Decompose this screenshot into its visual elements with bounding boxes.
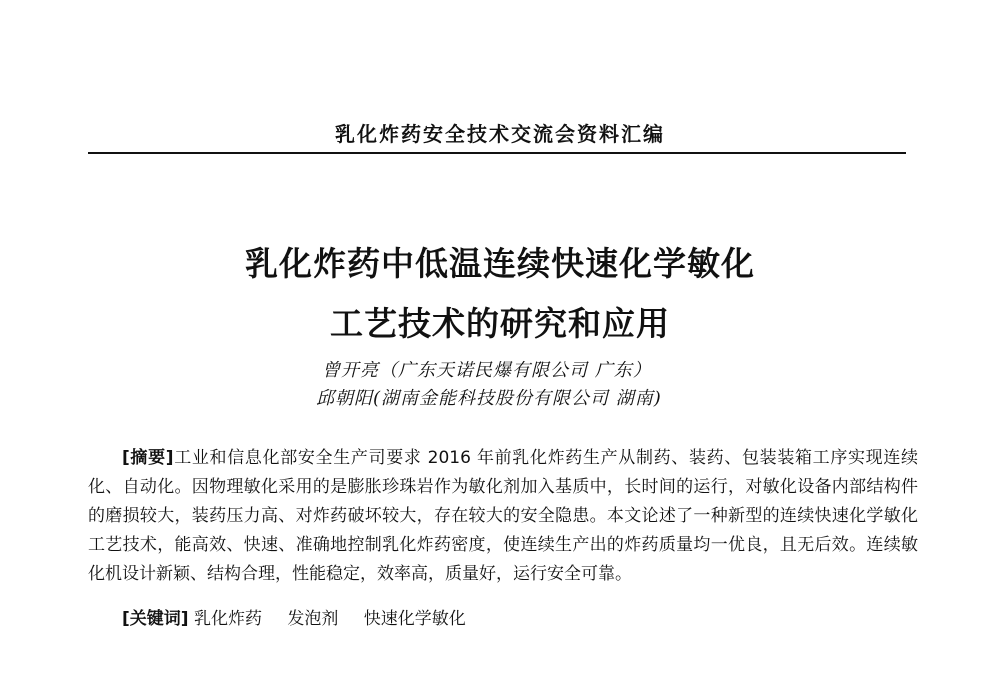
- author-affiliation: (湖南金能科技股份有限公司 湖南): [373, 388, 662, 409]
- abstract: [88, 444, 918, 589]
- abstract-text: 工业和信息化部安全生产司要求 2016 年前乳化炸药生产从制药、装药、包装装箱工序实现连续化、自动化。因物理敏化采用的是膨胀珍珠岩作为敏化剂加入基质中，长时间的运行，对敏化设备内部结构件的磨损较大，装药压力高、对炸药破坏较大，存在较大的安全隐患。本文论述了一种新型的连续快速化学敏化工艺技术，能高效、快速、准确地控制乳化炸药密度，使连续生产出的炸药质量均一优良，且无后效。连续敏化机设计新颖、结构合理，性能稳定，效率高，质量好，运行安全可靠。: [88, 448, 918, 584]
- paper-title-line-2: 工艺技术的研究和应用: [330, 304, 670, 343]
- running-header: 乳化炸药安全技术交流会资料汇编: [335, 122, 665, 146]
- keywords: [122, 604, 486, 629]
- header-rule: [88, 152, 906, 154]
- author-affiliation: （广东天诺民爆有限公司 广东）: [379, 360, 652, 381]
- keyword: 发泡剂: [287, 609, 339, 629]
- keywords-label: [关键词]: [122, 609, 189, 629]
- keyword: 乳化炸药: [193, 609, 262, 629]
- author-name: 曾开亮: [322, 360, 379, 381]
- author-line-2: [316, 384, 662, 410]
- abstract-label: [摘要]: [122, 448, 174, 468]
- author-line-1: [322, 356, 652, 382]
- author-name: 邱朝阳: [316, 388, 373, 409]
- keyword: 快速化学敏化: [363, 609, 466, 629]
- paper-title-line-1: 乳化炸药中低温连续快速化学敏化: [245, 244, 755, 283]
